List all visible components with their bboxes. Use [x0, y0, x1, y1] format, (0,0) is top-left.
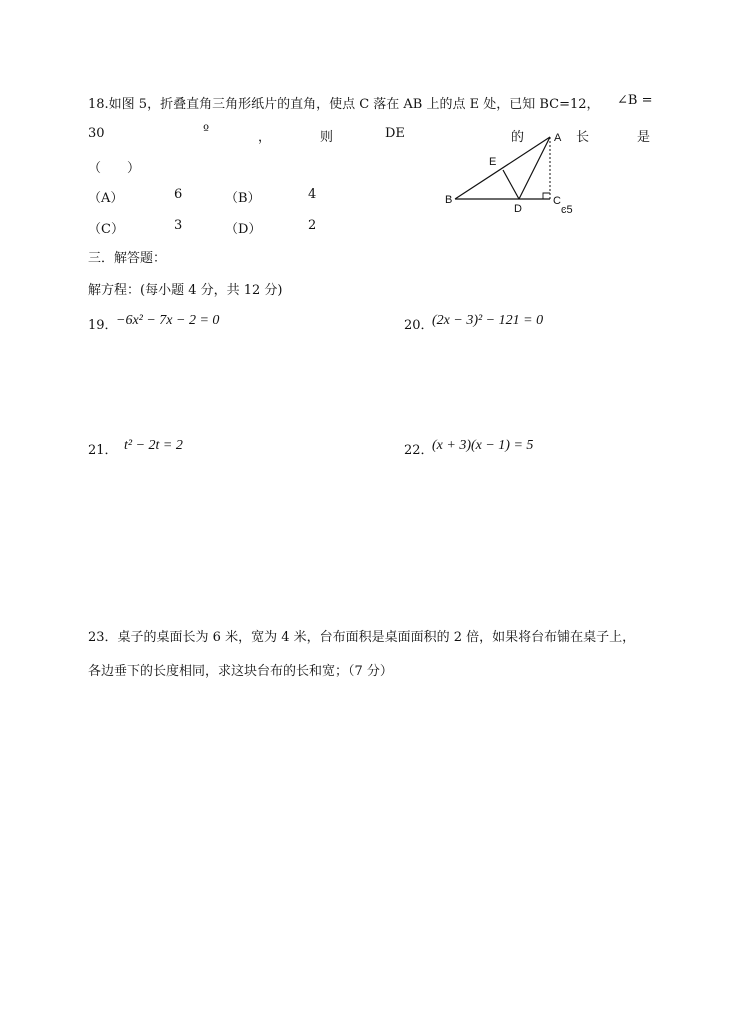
q18-then: 则	[320, 130, 334, 145]
q20-equation: (2x − 3)² − 121 = 0	[432, 313, 544, 328]
q18-is: 是	[637, 130, 651, 145]
q18-comma: ，	[258, 130, 272, 145]
figure-caption: ͼ5	[561, 204, 573, 216]
q18-option-b-label: （B）	[225, 191, 261, 206]
q22-equation: (x + 3)(x − 1) = 5	[432, 438, 534, 453]
segment-ad-fold	[519, 137, 550, 199]
segment-ab	[455, 137, 550, 199]
q19-number: 19．	[88, 318, 118, 333]
q18-word-30: 30	[88, 126, 105, 141]
q18-angle-b: ∠B =	[617, 93, 653, 108]
label-c: C	[553, 195, 561, 207]
q18-option-d-label: （D）	[225, 222, 262, 237]
q18-option-b-value: 4	[308, 187, 317, 202]
q23-line2: 各边垂下的长度相同，求这块台布的长和宽；（7 分）	[88, 664, 393, 679]
q22-number: 22．	[404, 443, 434, 458]
label-b: B	[445, 194, 453, 206]
q18-long: 长	[576, 130, 590, 145]
q18-option-a-label: （A）	[88, 191, 124, 206]
q21-equation: t² − 2t = 2	[124, 438, 183, 453]
right-angle-mark	[543, 193, 550, 199]
q18-of: 的	[511, 130, 525, 145]
label-a: A	[554, 132, 562, 144]
q18-line1: 18.如图 5，折叠直角三角形纸片的直角，使点 C 落在 AB 上的点 E 处，已知 BC=12，	[88, 97, 600, 112]
q18-answer-paren: （ ）	[88, 161, 141, 176]
q23-line1: 23．桌子的桌面长为 6 米，宽为 4 米，台布面积是桌面面积的 2 倍，如果将台布铺在桌子上，	[88, 630, 636, 645]
section-heading: 三．解答题：	[88, 251, 167, 266]
q18-option-d-value: 2	[308, 218, 317, 233]
segment-ed	[503, 170, 519, 199]
q18-de: DE	[385, 126, 405, 141]
q18-option-c-value: 3	[174, 218, 183, 233]
label-d: D	[514, 203, 522, 215]
q18-option-a-value: 6	[174, 187, 183, 202]
q21-number: 21．	[88, 443, 118, 458]
triangle-figure	[437, 126, 590, 218]
q18-option-c-label: （C）	[88, 222, 124, 237]
q18-degree: º	[203, 123, 210, 138]
section-instruction: 解方程：(每小题 4 分，共 12 分)	[88, 283, 283, 298]
label-e: E	[489, 156, 497, 168]
q20-number: 20．	[404, 318, 434, 333]
q19-equation: −6x² − 7x − 2 = 0	[116, 313, 220, 328]
